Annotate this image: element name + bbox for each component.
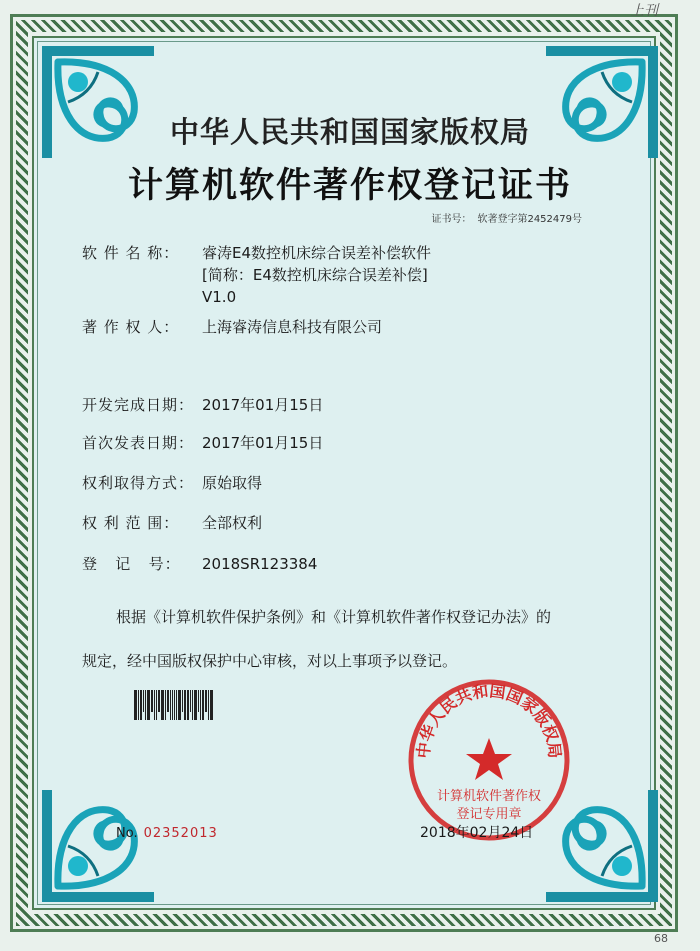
barcode-bar (184, 690, 186, 720)
barcode-bar (190, 690, 191, 712)
barcode-bar (165, 690, 166, 720)
barcode-bar (174, 690, 176, 720)
seal-ring-text: 中华人民共和国国家版权局 (413, 681, 565, 760)
field-label: 软 件 名 称： (82, 244, 180, 262)
barcode-bar (172, 690, 173, 720)
software-full-name: 睿涛E4数控机床综合误差补偿软件 (202, 244, 432, 262)
barcode-icon (134, 690, 214, 720)
field-value: 全部权利 (202, 514, 263, 532)
field-value: 原始取得 (202, 474, 263, 492)
field-value: 2017年01月15日 (202, 396, 324, 414)
seal-inner-line-1: 计算机软件著作权 (436, 789, 542, 804)
field-value (202, 242, 431, 308)
field-rights-scope (82, 512, 262, 534)
certificate-title: 计算机软件著作权登记证书 (127, 166, 572, 206)
serial-label: No. (116, 826, 138, 841)
field-value: 2018SR123384 (202, 555, 318, 573)
corner-ornament-icon (38, 786, 158, 906)
issuer-title: 中华人民共和国国家版权局 (169, 115, 530, 149)
issue-date: 2018年02月24日 (420, 825, 534, 841)
legal-basis-line-2: 规定，经中国版权保护中心审核，对以上事项予以登记。 (82, 652, 458, 670)
certificate-number-label: 证书号： (431, 214, 472, 225)
barcode-bar (145, 690, 146, 720)
barcode-bar (161, 690, 164, 720)
barcode-bar (205, 690, 207, 712)
field-value: 上海睿涛信息科技有限公司 (202, 318, 383, 336)
field-copyright-owner (82, 316, 382, 338)
barcode-bar (151, 690, 153, 712)
field-label: 首次发表日期： (82, 434, 195, 452)
field-acquisition-method (82, 472, 262, 494)
barcode-bar (176, 690, 177, 720)
barcode-bar (167, 690, 169, 712)
handwritten-mark: 上刊 (630, 3, 658, 19)
legal-basis-line-1: 根据《计算机软件保护条例》和《计算机软件著作权登记办法》的 (116, 608, 552, 626)
barcode-bar (198, 690, 199, 712)
barcode-bar (194, 690, 197, 720)
barcode-bar (192, 690, 193, 720)
barcode-bar (143, 690, 144, 712)
software-short-name: [简称：E4数控机床综合误差补偿] (202, 266, 428, 284)
barcode-bar (200, 690, 201, 720)
barcode-bar (158, 690, 160, 712)
serial-value: 02352013 (143, 826, 218, 841)
field-value: 2017年01月15日 (202, 434, 324, 452)
field-publication-date (82, 432, 323, 454)
field-label: 登 记 号： (82, 555, 181, 573)
field-registration-number (82, 553, 317, 575)
field-software-name (82, 242, 431, 308)
serial-number (116, 826, 218, 841)
barcode-bar (210, 690, 213, 720)
barcode-bar (154, 690, 155, 720)
barcode-bar (187, 690, 189, 720)
field-label: 权利取得方式： (82, 474, 195, 492)
barcode-bar (156, 690, 157, 720)
certificate-number (425, 210, 582, 225)
barcode-bar (140, 690, 142, 720)
barcode-bar (170, 690, 171, 720)
page-number: 68 (654, 932, 668, 945)
barcode-bar (134, 690, 137, 720)
barcode-bar (208, 690, 209, 720)
field-label: 开发完成日期： (82, 396, 195, 414)
seal-inner-line-2: 登记专用章 (456, 807, 522, 822)
barcode-bar (182, 690, 183, 712)
software-version: V1.0 (202, 288, 237, 306)
barcode-bar (138, 690, 139, 720)
field-label: 著 作 权 人： (82, 318, 180, 336)
barcode-bar (178, 690, 181, 720)
field-completion-date (82, 394, 323, 416)
official-seal (405, 676, 573, 844)
barcode-bar (147, 690, 150, 720)
certificate-number-value: 软著登字第2452479号 (477, 214, 582, 225)
field-label: 权 利 范 围： (82, 514, 180, 532)
barcode-bar (202, 690, 204, 720)
